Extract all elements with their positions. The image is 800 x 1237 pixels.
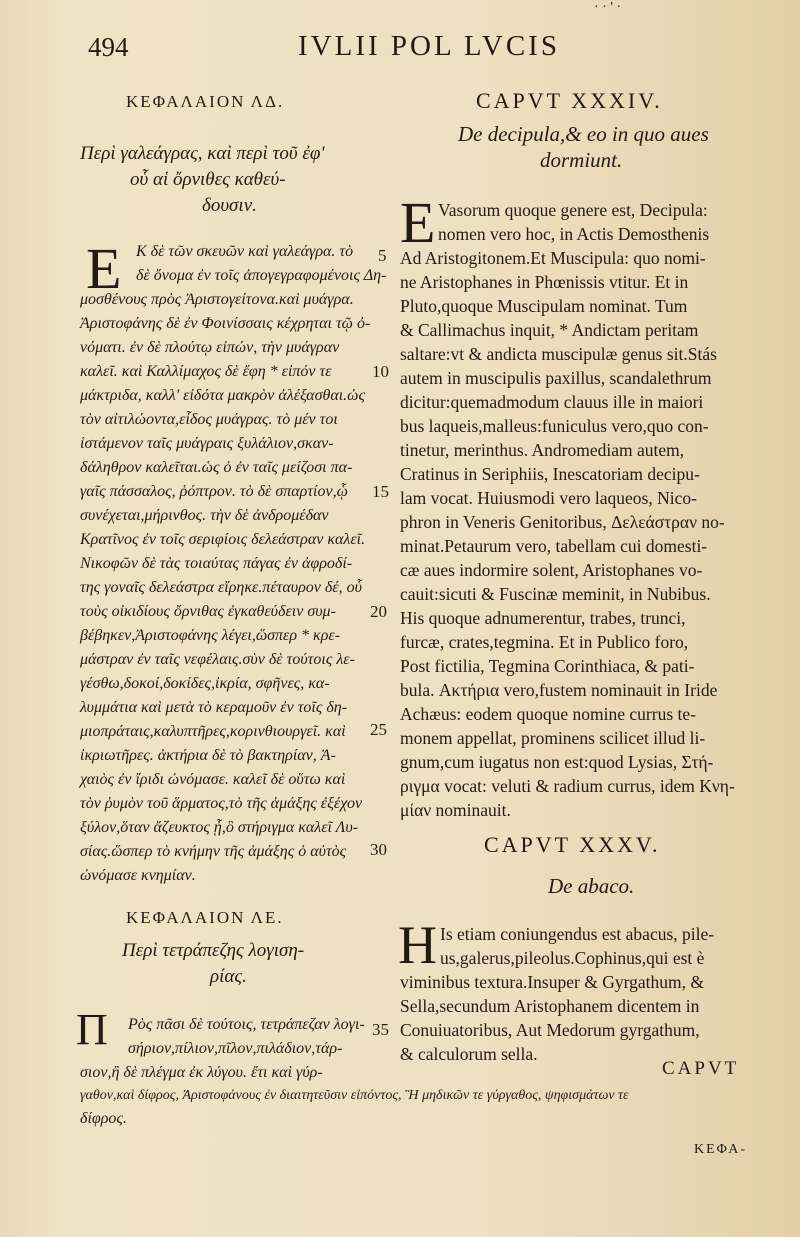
right-drop-capital-2: H xyxy=(398,915,437,975)
left-line: μοσθένους πρὸς Ἀριστογείτονα.καὶ μυάγρα. xyxy=(80,291,354,308)
right-line: dicitur:quemadmodum clauus ille in maiori xyxy=(400,392,704,412)
right-line: Pluto,quoque Muscipulam nominat. Tum xyxy=(400,296,688,316)
left-line: μάστραν ἐν ταῖς νεφέλαις.σὺν δὲ τούτοις λε- xyxy=(80,651,355,668)
left-chapter-title-2-line-1: Περὶ τετράπεζης λογιση- xyxy=(122,940,305,961)
right-line: Cratinus in Seriphiis, Inescatoriam decipu- xyxy=(400,464,700,484)
right-line: Ad Aristogitonem.Et Muscipula: quo nomi- xyxy=(400,248,706,268)
line-number: 35 xyxy=(372,1020,389,1039)
left-line: της γοναῖς δελεάστρα εἴρηκε.πέταυρον δέ, οὗ xyxy=(80,579,362,596)
left-line: ὠνόμασε κνημίαν. xyxy=(80,867,196,884)
right-line: Is etiam coniungendus est abacus, pile- xyxy=(440,924,715,944)
right-chapter-heading-1: CAPVT XXXIV. xyxy=(476,88,663,113)
right-line: bus laqueis,malleus:funiculus vero,quo con- xyxy=(400,416,709,436)
right-line: nomen vero hoc, in Actis Demosthenis xyxy=(438,224,710,244)
line-number: 25 xyxy=(370,720,387,739)
left-chapter-title-1-line-3: δουσιν. xyxy=(202,195,257,216)
left-line: γέσθω,δοκοί,δοκίδες,ἰκρία, σφῆνες, κα- xyxy=(80,675,330,692)
running-title: IVLII POL LVCIS xyxy=(298,30,560,62)
right-line: Post fictilia, Tegmina Corinthiaca, & pati- xyxy=(400,656,695,676)
left-line: σιον,ἢ δὲ πλέγμα ἐκ λύγου. ἔτι καὶ γύρ- xyxy=(80,1064,323,1081)
line-number: 5 xyxy=(378,246,387,265)
left-line: τὸν ῥυμὸν τοῦ ἅρματος,τὸ τῆς ἁμάξης ἐξέχον xyxy=(80,795,363,812)
right-line: ριγμα vocat: veluti & radium currus, idem Κνη- xyxy=(400,776,735,796)
right-line: gnum,cum iugatus non est:quod Lysias, Στή- xyxy=(400,752,714,772)
left-line: Κρατῖνος ἐν τοῖς σεριφίοις δελεάστραν καλεῖ. xyxy=(80,531,366,548)
left-chapter-heading-2: ΚΕΦΑΛΑΙΟΝ ΛΕ. xyxy=(126,908,284,927)
left-line: ἰκριωτῆρες. ἀκτήρια δὲ τὸ βακτηρίαν, Ἀ- xyxy=(80,747,336,764)
page-number: 494 xyxy=(88,32,129,62)
line-number: 20 xyxy=(370,602,387,621)
right-line: Vasorum quoque genere est, Decipula: xyxy=(438,200,708,220)
right-line: Achæus: eodem quoque nomine currus te- xyxy=(400,704,696,724)
right-chapter-subtitle-1-line-2: dormiunt. xyxy=(540,148,623,172)
right-line: us,galerus,pileolus.Cophinus,qui est è xyxy=(440,948,705,968)
right-line: ne Aristophanes in Phœnissis vtitur. Et in xyxy=(400,272,689,292)
right-drop-capital-1: E xyxy=(400,190,436,255)
right-chapter-subtitle-1-line-1: De decipula,& eo in quo aues xyxy=(458,122,709,146)
left-line: συνέχεται,μήρινθος. τὴν δὲ ἀνδρομέδαν xyxy=(80,507,329,524)
right-line: phron in Veneris Genitoribus, Δελεάστραν no- xyxy=(400,512,725,532)
right-line: cæ aues indormire solent, Aristophanes vo- xyxy=(400,560,703,580)
left-line: γαῖς πάσσαλος, ῥόπτρον. τὸ δὲ σπαρτίον,ᾧ xyxy=(80,483,348,500)
left-line: μάκτριδα, καλλ' εἰδότα μακρὸν ἀλέξασθαι.ὡς xyxy=(80,387,365,404)
line-number: 30 xyxy=(370,840,387,859)
right-line: lam vocat. Huiusmodi vero laqueos, Nico- xyxy=(400,488,697,508)
right-line: monem appellat, prominens scilicet illud li- xyxy=(400,728,706,748)
left-chapter-heading-1: ΚΕΦΑΛΑΙΟΝ ΛΔ. xyxy=(126,92,285,111)
left-line: λυμμάτια καὶ μετὰ τὸ κεραμοῦν ἐν τοῖς δη- xyxy=(80,699,348,716)
left-line: νόματι. ἐν δὲ πλούτῳ εἰπών, τὴν μυάγραν xyxy=(80,339,340,356)
right-line: bula. Ακτήρια vero,fustem nominauit in Iride xyxy=(400,680,718,700)
right-line: Sella,secundum Aristophanem dicentem in xyxy=(400,996,700,1016)
left-chapter-title-2-line-2: ρίας. xyxy=(210,966,247,987)
left-line: βέβηκεν,Ἀριστοφάνης λέγει,ὥσπερ * κρε- xyxy=(80,627,341,644)
left-line: σήριον,πίλιον,πῖλον,πιλάδιον,τάρ- xyxy=(128,1040,343,1057)
left-line: τὸν αἰτιλώοντα,εἶδος μυάγρας. τὸ μέν τοι xyxy=(80,411,338,428)
right-line: viminibus textura.Insuper & Gyrgathum, & xyxy=(400,972,704,992)
right-chapter-heading-2: CAPVT XXXV. xyxy=(484,832,661,857)
left-chapter-title-1-line-1: Περὶ γαλεάγρας, καὶ περὶ τοῦ ἐφ' xyxy=(80,143,325,164)
right-line: cauit:sicuti & Fuscinæ meminit, in Nubibus. xyxy=(400,584,711,604)
left-line: Ρὸς πᾶσι δὲ τούτοις, τετράπεζαν λογι- xyxy=(128,1016,365,1033)
right-chapter-subtitle-2: De abaco. xyxy=(548,874,635,898)
right-line: μίαν nominauit. xyxy=(400,800,511,820)
left-line: Ἀριστοφάνης δὲ ἐν Φοινίσσαις κέχρηται τῷ ὀ- xyxy=(80,315,371,332)
line-number: 10 xyxy=(372,362,389,381)
left-chapter-title-1-line-2: οὗ αἱ ὄρνιθες καθεύ- xyxy=(130,169,286,190)
left-line: καλεῖ. καὶ Καλλίμαχος δὲ ἔφη * εἰπόν τε xyxy=(80,363,332,380)
left-line: γαθον,καὶ δίφρος, Ἀριστοφάνους ἐν διαιτητεῦσιν εἰπόντος, Ἢ μηδικῶν τε γύργαθος, ψηφισμάτων τε xyxy=(80,1088,629,1103)
left-line: δὲ ὄνομα ἐν τοῖς ἀπογεγραφομένοις Δη- xyxy=(136,267,387,284)
left-drop-capital-2: Π xyxy=(76,1005,108,1054)
right-line: & Callimachus inquit, * Andictam peritam xyxy=(400,320,699,340)
right-line: tinetur, merinthus. Andromediam autem, xyxy=(400,440,685,460)
left-line: δάληθρον καλεῖται.ὡς ὁ ἐν ταῖς μείζοσι πα- xyxy=(80,459,353,476)
left-line: σίας.ὥσπερ τὸ κνήμην τῆς ἁμάξης ὁ αὐτὸς xyxy=(80,843,347,860)
right-line: autem in muscipulis paxillus, scandalethrum xyxy=(400,368,712,388)
left-line: ἱστάμενον ταῖς μυάγραις ξυλάλιον,σκαν- xyxy=(80,435,334,452)
left-line: χαιὸς ἐν ἴριδι ὠνόμασε. καλεῖ δὲ οὕτω καὶ xyxy=(80,771,346,788)
right-line: minat.Petaurum vero, tabellam cui domesti- xyxy=(400,536,708,556)
left-drop-capital-1: E xyxy=(86,236,122,301)
right-line: & calculorum sella. xyxy=(400,1044,538,1064)
bottom-catchword: ΚΕΦΑ- xyxy=(694,1142,747,1157)
right-line: saltare:vt & andicta muscipulæ genus sit.Stás xyxy=(400,344,717,364)
left-line: Κ δὲ τῶν σκευῶν καὶ γαλεάγρα. τὸ xyxy=(136,243,354,260)
right-line: Conuiuatoribus, Aut Medorum gyrgathum, xyxy=(400,1020,700,1040)
catchword: CAPVT xyxy=(662,1058,740,1079)
left-line: Νικοφῶν δὲ τὰς τοιαύτας πάγας ἐν ἀφροδί- xyxy=(80,555,353,572)
right-line: His quoque adnumerentur, trabes, trunci, xyxy=(400,608,686,628)
left-line: τοὺς οἰκιδίους ὄρνιθας ἐγκαθεύδειν συμ- xyxy=(80,603,336,620)
left-line: μιοπράταις,καλυπτῆρες,κορινθιουργεῖ. καὶ xyxy=(80,723,346,740)
right-line: furcæ, crates,tegmina. Et in Publico foro, xyxy=(400,632,689,652)
left-line: ξύλον,ὅταν ἄζευκτος ᾖ,ὃ στήριγμα καλεῖ Λυ- xyxy=(80,819,359,836)
top-margin-marks: · · ' · xyxy=(594,0,622,15)
line-number: 15 xyxy=(372,482,389,501)
left-line: δίφρος. xyxy=(80,1110,127,1127)
